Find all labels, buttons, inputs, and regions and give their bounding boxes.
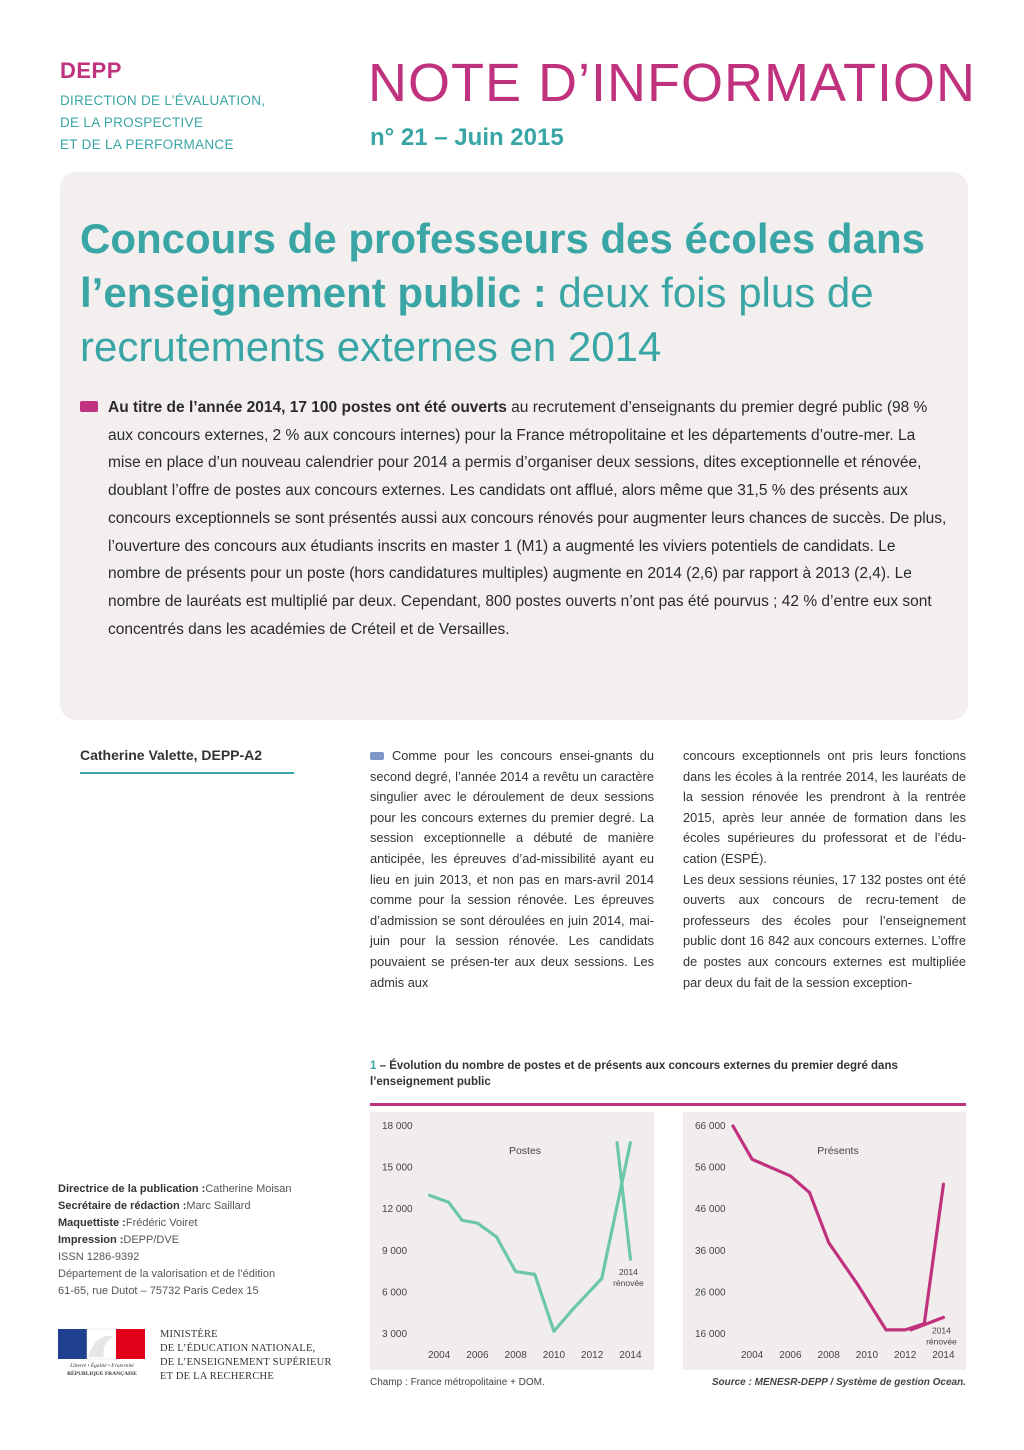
logo-country: RÉPUBLIQUE FRANÇAISE — [67, 1371, 137, 1377]
summary-text — [108, 394, 948, 643]
credit-line: Secrétaire de rédaction :Marc Saillard — [58, 1200, 251, 1212]
annotation-label: rénovée — [613, 1278, 644, 1289]
figure-caption — [370, 1058, 968, 1090]
summary-bullet-icon — [80, 401, 98, 412]
summary-lead: Au titre de l’année 2014, 17 100 postes ont été ouverts — [108, 399, 507, 416]
article-title-regular: deux fois plus de recrutements externes en 2014 — [80, 269, 874, 370]
series-label: Présents — [817, 1145, 859, 1157]
x-tick-label: 2006 — [466, 1350, 489, 1361]
marianne-logo — [58, 1327, 146, 1377]
ministry-name: MINISTÈRE DE L’ÉDUCATION NATIONALE, DE L’ENSEIGNEMENT SUPÉRIEUR ET DE LA RECHERCHE — [160, 1329, 332, 1382]
x-tick-label: 2008 — [504, 1350, 527, 1361]
annotation-label: 2014 — [931, 1325, 951, 1336]
x-tick-label: 2012 — [581, 1350, 604, 1361]
credit-line: ISSN 1286-9392 — [58, 1251, 140, 1263]
org-full-name — [60, 90, 265, 156]
figure-source: Source : MENESR-DEPP / Système de gestion Ocean. — [711, 1377, 966, 1388]
credit-line: 61-65, rue Dutot – 75732 Paris Cedex 15 — [58, 1285, 259, 1297]
chart-postes — [370, 1112, 654, 1370]
y-tick-label: 26 000 — [695, 1287, 726, 1299]
figure-caption-text: – Évolution du nombre de postes et de présents aux concours externes du premier degré dans l’enseignement public — [370, 1060, 898, 1088]
body-paragraph: Les deux sessions réunies, 17 132 postes ont été ouverts aux concours de recru-tement de professeurs des écoles pour l’enseignement public dont 16 842 aux concours externes. L’offre de postes aux concours externes est multipliée par deux du fait de la session exception- — [683, 871, 966, 990]
y-tick-label: 18 000 — [382, 1121, 413, 1132]
author-divider — [80, 772, 294, 774]
article-title — [80, 212, 960, 374]
summary-body: au recrutement d’enseignants du premier degré public (98 % aux concours externes, 2 % aux concours internes) pour la France métropolitaine et les départements d’outre-mer. La mise en place d’un nouveau calendrier pour 2014 a permis d’organiser deux sessions, dites exceptionnelle et rénovée, doublant l’offre de postes aux concours externes. Les candidats ont afflué, alors même que 31,5 % des présents aux concours exceptionnels se sont présentés aussi aux concours rénovés pour augmenter leurs chances de succès. De plus, l’ouverture des concours aux étudiants inscrits en master 1 (M1) a augmenté les viviers potentiels de candidats. Le nombre de présents pour un poste (hors candidatures multiples) augmente en 2014 (2,6) par rapport à 2013 (2,4). Le nombre de lauréats est multiplié par deux. Cependant, 800 postes ouverts n’ont pas été pourvus ; 42 % d’entre eux sont concentrés dans les académies de Créteil et de Versailles. — [108, 399, 947, 638]
org-line: DE LA PROSPECTIVE — [60, 115, 204, 130]
series-label: Postes — [508, 1145, 542, 1157]
credits — [58, 1181, 358, 1300]
annotation-label: rénovée — [926, 1336, 957, 1347]
y-tick-label: 16 000 — [695, 1329, 726, 1340]
credit-line: Maquettiste :Frédéric Voiret — [58, 1217, 198, 1229]
x-tick-label: 2008 — [817, 1350, 840, 1361]
x-tick-label: 2004 — [428, 1350, 451, 1361]
credit-line: Impression :DEPP/DVE — [58, 1234, 180, 1246]
y-tick-label: 66 000 — [695, 1121, 726, 1132]
org-line: ET DE LA PERFORMANCE — [60, 137, 234, 152]
org-line: DIRECTION DE L’ÉVALUATION, — [60, 93, 266, 108]
credit-line: Département de la valorisation et de l’édition — [58, 1268, 276, 1280]
issue-number: n° 21 – Juin 2015 — [370, 124, 564, 151]
y-tick-label: 9 000 — [382, 1245, 408, 1257]
x-tick-label: 2004 — [741, 1350, 764, 1361]
annotation-label: 2014 — [618, 1267, 638, 1278]
y-tick-label: 6 000 — [382, 1287, 408, 1299]
x-tick-label: 2010 — [855, 1350, 879, 1361]
author: Catherine Valette, DEPP-A2 — [80, 747, 263, 763]
figure-rule — [370, 1103, 966, 1106]
body-column-2 — [683, 746, 966, 993]
chart-presents — [683, 1112, 966, 1370]
y-tick-label: 15 000 — [382, 1162, 413, 1174]
figure-number: 1 — [370, 1060, 377, 1072]
body-paragraph: concours exceptionnels ont pris leurs fonctions dans les écoles à la rentrée 2014, les lauréats de la session rénovée les prendront à la rentrée 2015, après leur année de formation dans les écoles supérieures du professorat et de l’édu-cation (ESPÉ). — [683, 748, 966, 866]
x-tick-label: 2014 — [932, 1350, 955, 1361]
y-tick-label: 46 000 — [695, 1204, 726, 1216]
x-tick-label: 2006 — [779, 1350, 802, 1361]
credit-line: Directrice de la publication :Catherine Moisan — [58, 1183, 292, 1195]
body-column-1: Comme pour les concours ensei-gnants du second degré, l’année 2014 a revêtu un caractère singulier avec le déroulement de deux sessions pour les concours externes du premier degré. La session exceptionnelle a débuté de manière anticipée, les épreuves d’ad-missibilité ayant eu lieu en juin 2013, et non pas en mars-avril 2014 comme pour la session rénovée. Les épreuves d’admission se sont déroulées en juin 2014, mai-juin pour la session rénovée. Les candidats pouvaient se présen-ter aux deux sessions. Les admis aux — [370, 748, 654, 990]
series-line — [430, 1143, 631, 1332]
logo-motto: Liberté • Égalité • Fraternité — [70, 1363, 134, 1369]
publication-title: NOTE D’INFORMATION — [368, 53, 976, 113]
figure-scope: Champ : France métropolitaine + DOM. — [370, 1377, 545, 1388]
article-title-bold: Concours de professeurs des écoles dans l’enseignement public : — [80, 215, 925, 316]
y-tick-label: 12 000 — [382, 1204, 413, 1216]
x-tick-label: 2014 — [619, 1350, 642, 1361]
y-tick-label: 36 000 — [695, 1245, 726, 1257]
y-tick-label: 3 000 — [382, 1329, 408, 1340]
y-tick-label: 56 000 — [695, 1162, 726, 1174]
org-short-name: DEPP — [60, 58, 122, 83]
x-tick-label: 2010 — [542, 1350, 566, 1361]
x-tick-label: 2012 — [894, 1350, 917, 1361]
